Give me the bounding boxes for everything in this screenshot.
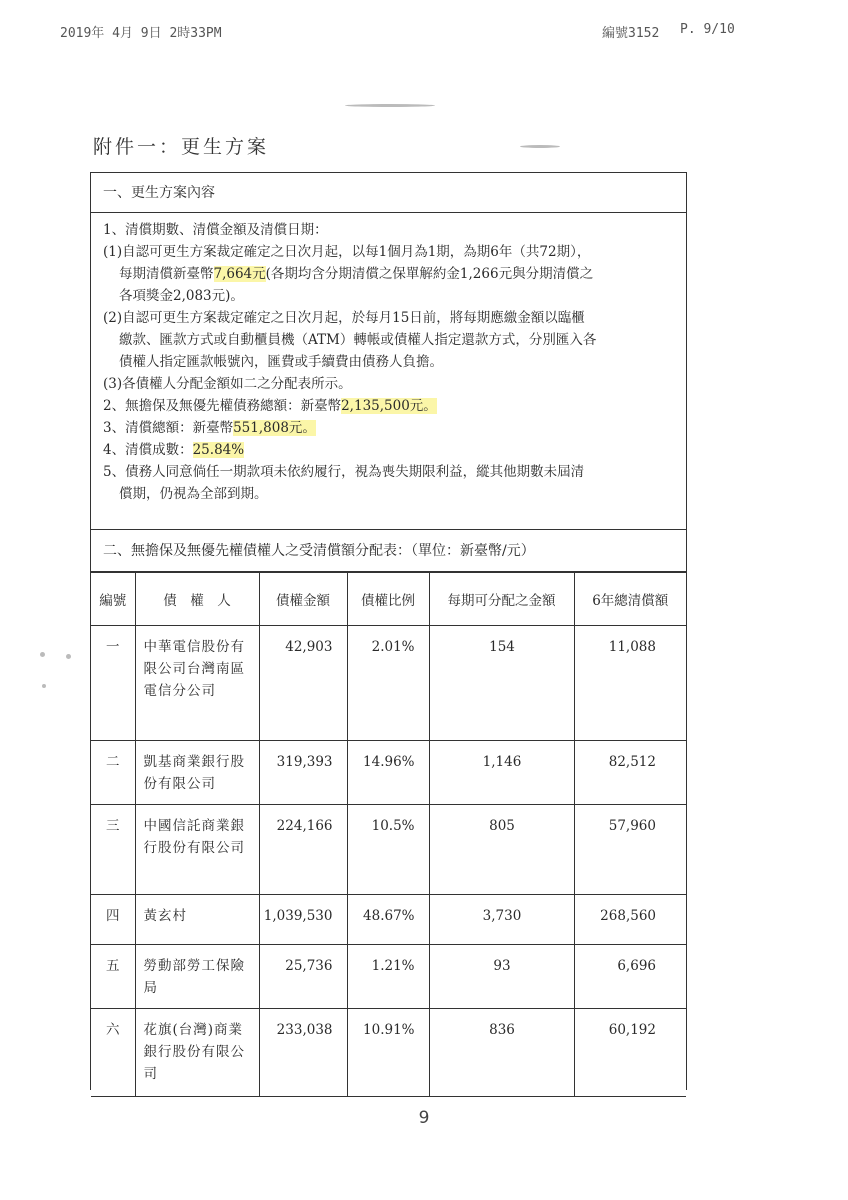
table-row (91, 741, 686, 805)
row-total: 82,512 (574, 741, 686, 805)
highlight-installment: 7,664元 (213, 266, 266, 282)
row-amount: 319,393 (259, 741, 347, 805)
row-no: 六 (91, 1009, 135, 1097)
col-header-per-period: 每期可分配之金額 (429, 573, 574, 626)
col-header-total: 6年總清償額 (574, 573, 686, 626)
plan-line: 債權人指定匯款帳號內，匯費或手續費由債務人負擔。 (119, 354, 443, 370)
plan-line: 3、清償總額：新臺幣551,808元。 (103, 420, 316, 436)
scan-speck (66, 654, 71, 659)
row-creditor: 凱基商業銀行股份有限公司 (135, 741, 259, 805)
row-creditor: 黃玄村 (135, 895, 259, 945)
row-per-period: 93 (429, 945, 574, 1009)
row-ratio: 48.67% (347, 895, 429, 945)
row-per-period: 154 (429, 626, 574, 741)
plan-line: (2)自認可更生方案裁定確定之日次月起，於每月15日前，將每期應繳金額以臨櫃 (103, 310, 585, 326)
col-header-amount: 債權金額 (259, 573, 347, 626)
plan-line: 各項獎金2,083元)。 (119, 288, 244, 304)
annex-title: 附件一：更生方案 (93, 136, 270, 158)
plan-line: 4、清償成數：25.84% (103, 442, 245, 458)
row-no: 三 (91, 805, 135, 895)
row-total: 11,088 (574, 626, 686, 741)
highlight-repayment-ratio: 25.84% (192, 442, 245, 458)
plan-content-section (90, 172, 687, 530)
plan-line: (1)自認可更生方案裁定確定之日次月起，以每1個月為1期，為期6年（共72期）， (103, 244, 591, 260)
table-row (91, 945, 686, 1009)
allocation-heading: 二、無擔保及無優先權債權人之受清償額分配表：（單位：新臺幣/元） (91, 530, 686, 572)
scan-speck (520, 145, 560, 148)
row-total: 268,560 (574, 895, 686, 945)
row-no: 二 (91, 741, 135, 805)
highlight-total-repayment: 551,808元。 (233, 420, 316, 436)
row-total: 60,192 (574, 1009, 686, 1097)
row-creditor: 勞動部勞工保險局 (135, 945, 259, 1009)
row-amount: 25,736 (259, 945, 347, 1009)
plan-line: 償期，仍視為全部到期。 (119, 486, 268, 502)
row-per-period: 805 (429, 805, 574, 895)
row-creditor: 花旗(台灣)商業銀行股份有限公司 (135, 1009, 259, 1097)
allocation-table (91, 572, 686, 1097)
plan-line: 2、無擔保及無優先權債務總額：新臺幣2,135,500元。 (103, 398, 437, 414)
row-ratio: 10.5% (347, 805, 429, 895)
fax-page-indicator: P. 9/10 (680, 22, 735, 37)
table-row (91, 805, 686, 895)
row-amount: 224,166 (259, 805, 347, 895)
row-amount: 1,039,530 (259, 895, 347, 945)
table-row (91, 1009, 686, 1097)
row-no: 四 (91, 895, 135, 945)
col-header-ratio: 債權比例 (347, 573, 429, 626)
table-row (91, 626, 686, 741)
row-total: 57,960 (574, 805, 686, 895)
highlight-total-debt: 2,135,500元。 (341, 398, 437, 414)
row-total: 6,696 (574, 945, 686, 1009)
row-no: 五 (91, 945, 135, 1009)
row-amount: 233,038 (259, 1009, 347, 1097)
row-ratio: 14.96% (347, 741, 429, 805)
col-header-creditor: 債 權 人 (135, 573, 259, 626)
fax-header (0, 22, 848, 42)
table-header-row (91, 573, 686, 626)
row-per-period: 3,730 (429, 895, 574, 945)
row-per-period: 836 (429, 1009, 574, 1097)
plan-line: 1、清償期數、清償金額及清償日期： (103, 222, 328, 238)
plan-line: 繳款、匯款方式或自動櫃員機（ATM）轉帳或債權人指定還款方式，分別匯入各 (119, 332, 597, 348)
row-ratio: 10.91% (347, 1009, 429, 1097)
plan-line: (3)各債權人分配金額如二之分配表所示。 (103, 376, 352, 392)
page-number: 9 (418, 1108, 430, 1128)
plan-content-heading: 一、更生方案內容 (91, 173, 686, 213)
plan-line: 每期清償新臺幣7,664元(各期均含分期清償之保單解約金1,266元與分期清償之 (119, 266, 594, 282)
row-amount: 42,903 (259, 626, 347, 741)
row-creditor: 中華電信股份有限公司台灣南區電信分公司 (135, 626, 259, 741)
scan-speck (42, 684, 46, 688)
table-row (91, 895, 686, 945)
col-header-no: 編號 (91, 573, 135, 626)
allocation-section (90, 530, 687, 1090)
plan-content-body (91, 213, 686, 505)
row-no: 一 (91, 626, 135, 741)
row-ratio: 2.01% (347, 626, 429, 741)
scan-speck (345, 104, 435, 107)
fax-doc-number: 編號3152 (602, 26, 660, 41)
row-ratio: 1.21% (347, 945, 429, 1009)
fax-timestamp: 2019年 4月 9日 2時33PM (60, 26, 222, 41)
row-creditor: 中國信託商業銀行股份有限公司 (135, 805, 259, 895)
scan-speck (40, 652, 45, 657)
plan-line: 5、債務人同意倘任一期款項未依約履行，視為喪失期限利益，縱其他期數未屆清 (103, 464, 585, 480)
row-per-period: 1,146 (429, 741, 574, 805)
